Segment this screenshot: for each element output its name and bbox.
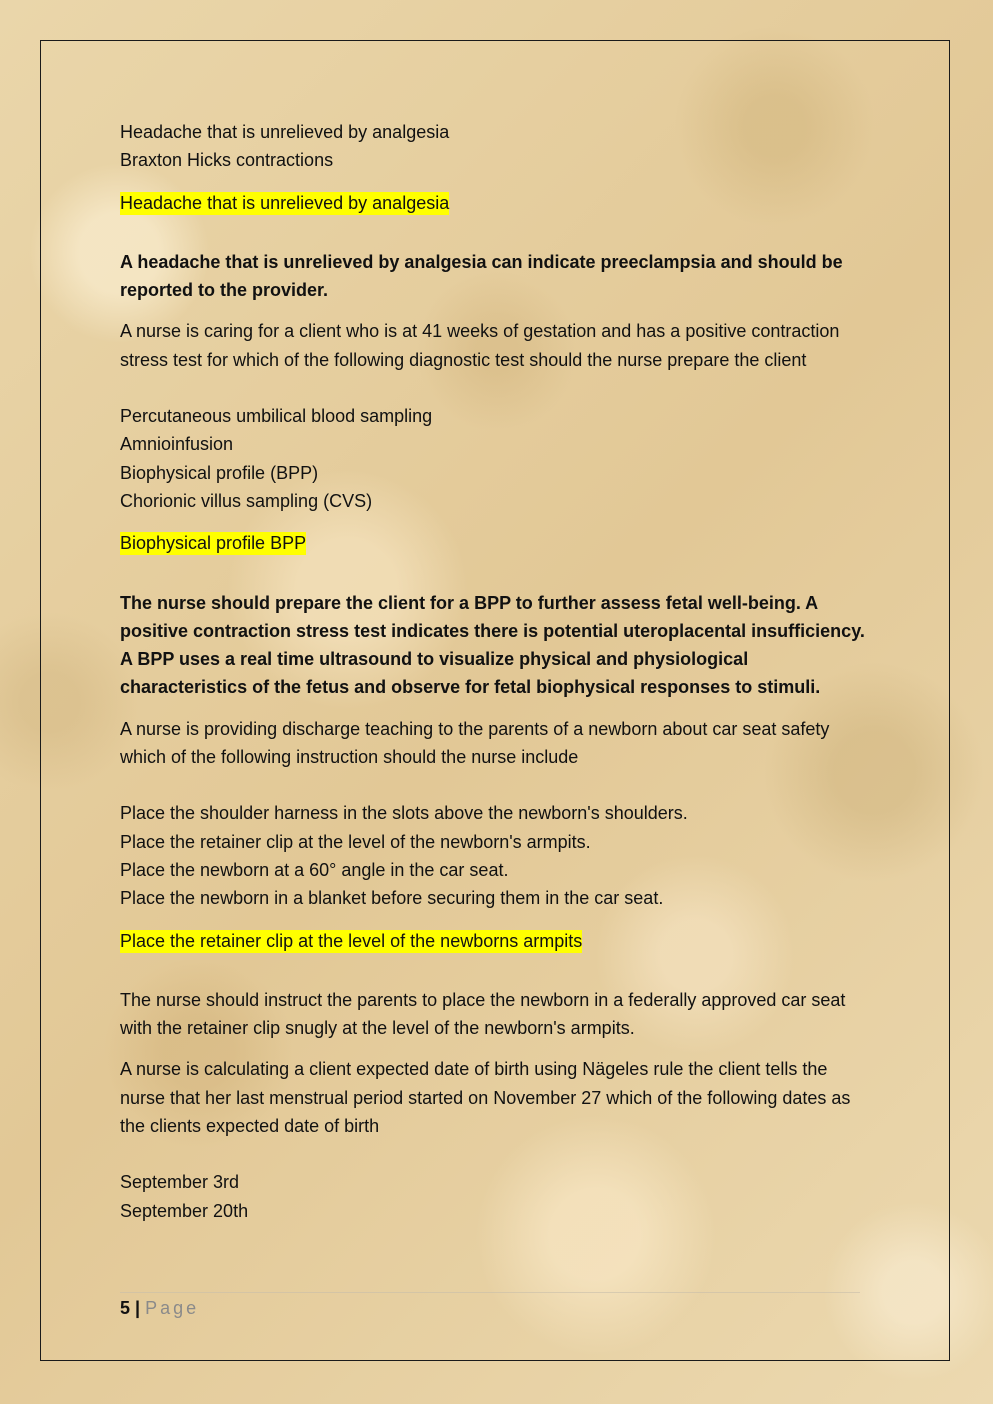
q1-option-1: Headache that is unrelieved by analgesia xyxy=(120,122,450,142)
page-label: Page xyxy=(145,1298,200,1318)
page-footer xyxy=(120,1292,860,1321)
q4-option-2: September 20th xyxy=(120,1200,249,1221)
q2-option-4: Chorionic villus sampling (CVS) xyxy=(120,490,373,511)
q1-answer-highlight: Headache that is unrelieved by analgesia xyxy=(120,192,450,213)
q2-option-1: Percutaneous umbilical blood sampling xyxy=(120,406,433,427)
q3-option-4: Place the newborn in a blanket before securing them in the car seat. xyxy=(120,888,664,909)
page-number: 5 xyxy=(120,1298,131,1318)
q3-rationale: The nurse should instruct the parents to place the newborn in a federally approved car seat with the retainer clip snugly at the level of the newborn's armpits. xyxy=(120,989,846,1039)
q3-option-2: Place the retainer clip at the level of the newborn's armpits. xyxy=(120,831,591,852)
q3-options xyxy=(120,799,865,912)
q1-options xyxy=(120,118,865,175)
q4-options xyxy=(120,1168,865,1225)
q2-answer-highlight: Biophysical profile BPP xyxy=(120,533,307,554)
q3-answer-highlight: Place the retainer clip at the level of the newborns armpits xyxy=(120,930,583,951)
q1-option-2: Braxton Hicks contractions xyxy=(120,150,334,171)
q3-option-3: Place the newborn at a 60° angle in the car seat. xyxy=(120,859,509,880)
q2-rationale: The nurse should prepare the client for a BPP to further assess fetal well-being. A positive contraction stress test indicates there is potential uteroplacental insufficiency. A BPP uses a real time ultrasound to visualize physical and physiological characteristics of the fetus and observe for fetal biophysical responses to stimuli. xyxy=(120,592,865,698)
q4-question: A nurse is calculating a client expected date of birth using Nägeles rule the client tells the nurse that her last menstrual period started on November 27 which of the following dates as the clients expected date of birth xyxy=(120,1059,851,1137)
q2-option-2: Amnioinfusion xyxy=(120,434,234,455)
q1-rationale: A headache that is unrelieved by analgesia can indicate preeclampsia and should be reported to the provider. xyxy=(120,251,843,301)
q2-option-3: Biophysical profile (BPP) xyxy=(120,462,319,483)
page-separator: | xyxy=(135,1298,141,1318)
q2-question: A nurse is caring for a client who is at 41 weeks of gestation and has a positive contraction stress test for which of the following diagnostic test should the nurse prepare the client xyxy=(120,321,840,370)
q2-options xyxy=(120,402,865,515)
page-content xyxy=(120,118,865,1225)
q4-option-1: September 3rd xyxy=(120,1172,240,1193)
q3-option-1: Place the shoulder harness in the slots above the newborn's shoulders. xyxy=(120,803,688,824)
q3-question: A nurse is providing discharge teaching to the parents of a newborn about car seat safety which of the following instruction should the nurse include xyxy=(120,718,830,768)
